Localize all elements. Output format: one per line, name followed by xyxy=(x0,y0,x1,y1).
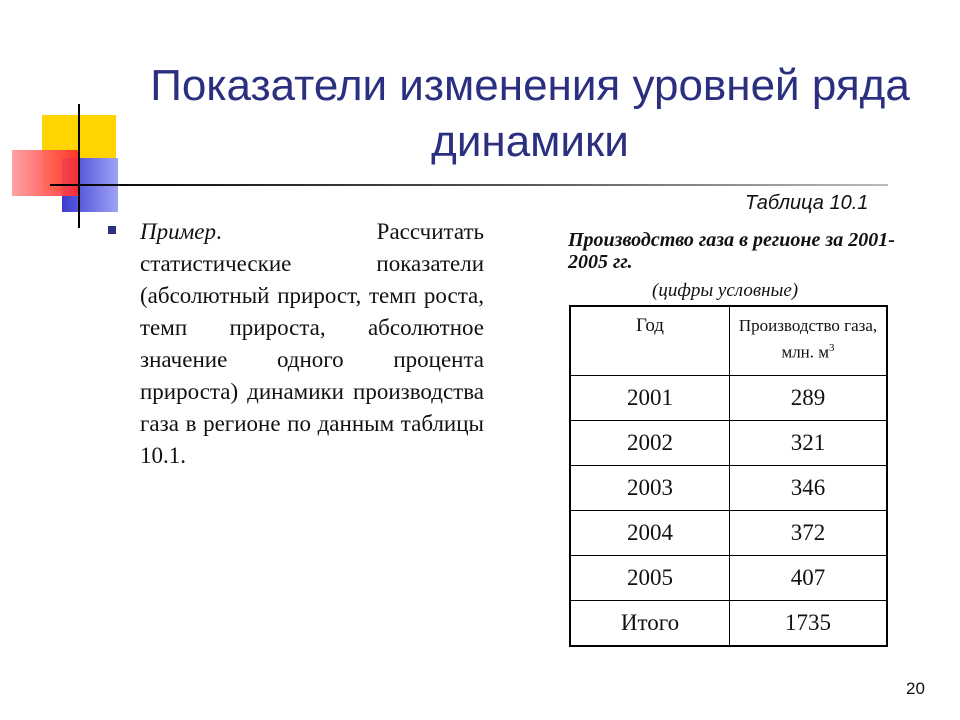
table-header-row xyxy=(570,306,887,376)
cell-value: 321 xyxy=(730,421,888,466)
slide-title: Показатели изменения уровней ряда динамики xyxy=(150,61,910,166)
example-text xyxy=(140,216,484,472)
bullet-marker xyxy=(108,226,116,234)
cell-year: 2001 xyxy=(570,376,730,421)
header-superscript: 3 xyxy=(829,342,835,354)
title-underline xyxy=(50,184,888,186)
table-row xyxy=(570,376,887,421)
table-row xyxy=(570,556,887,601)
header-production xyxy=(730,306,888,376)
deco-vertical-line xyxy=(78,104,80,228)
example-body: . Рассчитать статистические показатели (абсолютный прирост, темп роста, темп прироста, абсолютное значение одного процента прироста) динамики производства газа в регионе по данным таблицы 10.1. xyxy=(140,219,484,468)
table-total-row xyxy=(570,601,887,647)
deco-red-square xyxy=(12,150,78,196)
cell-year: 2005 xyxy=(570,556,730,601)
header-year: Год xyxy=(570,306,730,376)
cell-value: 407 xyxy=(730,556,888,601)
cell-year: 2003 xyxy=(570,466,730,511)
header-production-text: Производство газа, млн. м xyxy=(738,316,878,362)
cell-value: 289 xyxy=(730,376,888,421)
gas-production-table xyxy=(569,305,888,647)
cell-year: 2002 xyxy=(570,421,730,466)
cell-year: 2004 xyxy=(570,511,730,556)
table-caption-note: (цифры условные) xyxy=(652,280,799,301)
example-lead: Пример xyxy=(140,219,216,244)
table-row xyxy=(570,421,887,466)
cell-total-value: 1735 xyxy=(730,601,888,647)
cell-value: 372 xyxy=(730,511,888,556)
table-caption: Производство газа в регионе за 2001-2005 гг. xyxy=(568,229,895,273)
page-number: 20 xyxy=(906,679,925,698)
cell-value: 346 xyxy=(730,466,888,511)
table-row xyxy=(570,466,887,511)
table-number-label: Таблица 10.1 xyxy=(745,192,869,214)
table-row xyxy=(570,511,887,556)
cell-total-label: Итого xyxy=(570,601,730,647)
